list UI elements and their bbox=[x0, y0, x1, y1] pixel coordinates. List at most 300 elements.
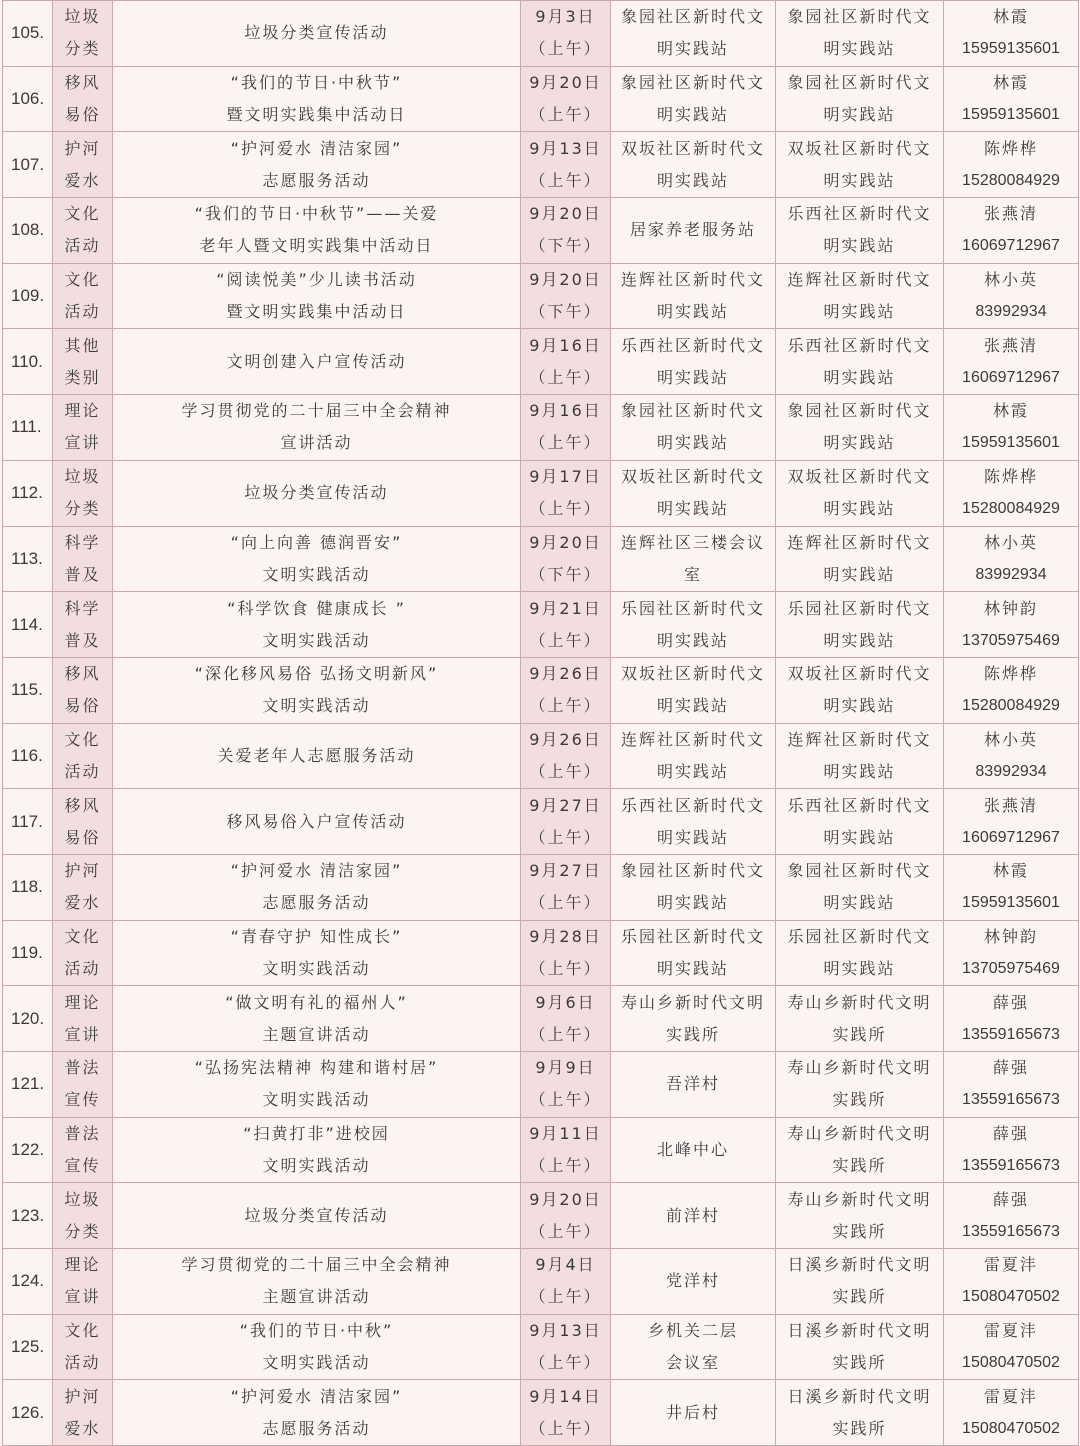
venue-line: 明实践站 bbox=[656, 39, 729, 59]
category-line: 活动 bbox=[64, 1353, 101, 1373]
activity-name-line: “护河爱水 清洁家园” bbox=[230, 1386, 403, 1406]
venue-line: 乡机关二层 bbox=[647, 1321, 738, 1341]
organizer-cell bbox=[776, 198, 944, 264]
activity-name-line: “向上向善 德润晋安” bbox=[230, 532, 403, 552]
row-number: 126. bbox=[3, 1380, 53, 1446]
row-number: 123. bbox=[3, 1183, 53, 1249]
venue-line: 党洋村 bbox=[665, 1271, 720, 1291]
activity-date-line: 9月28日 bbox=[529, 926, 602, 946]
activity-date-cell bbox=[521, 329, 611, 395]
venue-line: 象园社区新时代文 bbox=[620, 401, 765, 421]
category-line: 普及 bbox=[64, 630, 101, 650]
organizer-line: 明实践站 bbox=[823, 39, 896, 59]
activity-date-cell bbox=[521, 66, 611, 132]
activity-name-cell bbox=[113, 1249, 521, 1315]
category-cell bbox=[53, 526, 113, 592]
activity-name-line: 老年人暨文明实践集中活动日 bbox=[199, 236, 434, 256]
activity-name-cell bbox=[113, 657, 521, 723]
organizer-line: 明实践站 bbox=[823, 499, 896, 519]
activity-name-line: 文明实践活动 bbox=[262, 1353, 371, 1373]
category-line: 普及 bbox=[64, 564, 101, 584]
venue-cell bbox=[611, 1, 776, 67]
venue-cell bbox=[611, 1249, 776, 1315]
category-line: 移风 bbox=[64, 664, 101, 684]
organizer-line: 乐西社区新时代文 bbox=[787, 795, 932, 815]
category-cell bbox=[53, 592, 113, 658]
activity-name-line: 学习贯彻党的二十届三中全会精神 bbox=[181, 401, 452, 421]
venue-cell bbox=[611, 329, 776, 395]
organizer-line: 明实践站 bbox=[823, 564, 896, 584]
venue-cell bbox=[611, 1380, 776, 1446]
activity-date-line: （上午） bbox=[529, 958, 602, 978]
contact-name: 林霞 bbox=[992, 401, 1029, 421]
category-line: 活动 bbox=[64, 761, 101, 781]
row-number: 114. bbox=[3, 592, 53, 658]
venue-line: 会议室 bbox=[665, 1353, 720, 1373]
category-cell bbox=[53, 723, 113, 789]
contact-phone: 16069712967 bbox=[962, 828, 1060, 846]
activity-name-line: 主题宣讲活动 bbox=[262, 1024, 371, 1044]
contact-phone: 13559165673 bbox=[962, 1091, 1060, 1109]
organizer-cell bbox=[776, 1183, 944, 1249]
contact-name: 林钟韵 bbox=[983, 926, 1038, 946]
activity-date-cell bbox=[521, 1, 611, 67]
activity-date-line: 9月27日 bbox=[529, 795, 602, 815]
contact-name: 雷夏沣 bbox=[983, 1321, 1038, 1341]
activity-date-line: （上午） bbox=[529, 1024, 602, 1044]
contact-name: 林小英 bbox=[983, 270, 1038, 290]
organizer-line: 双坂社区新时代文 bbox=[787, 664, 932, 684]
organizer-line: 日溪乡新时代文明 bbox=[787, 1255, 932, 1275]
contact-cell bbox=[944, 198, 1079, 264]
venue-cell bbox=[611, 657, 776, 723]
row-number: 107. bbox=[3, 132, 53, 198]
organizer-line: 明实践站 bbox=[823, 761, 896, 781]
organizer-line: 实践所 bbox=[832, 1221, 887, 1241]
activity-date-line: 9月3日 bbox=[535, 7, 596, 27]
category-line: 分类 bbox=[64, 499, 101, 519]
activity-name-line: 志愿服务活动 bbox=[262, 1418, 371, 1438]
activity-date-cell bbox=[521, 657, 611, 723]
activity-name-cell bbox=[113, 986, 521, 1052]
activity-name-line: 文明实践活动 bbox=[262, 1156, 371, 1176]
activity-date-line: 9月11日 bbox=[529, 1124, 602, 1144]
contact-phone: 15080470502 bbox=[962, 1288, 1060, 1306]
activity-date-cell bbox=[521, 1380, 611, 1446]
activity-name-cell bbox=[113, 263, 521, 329]
category-line: 易俗 bbox=[64, 827, 101, 847]
contact-cell bbox=[944, 395, 1079, 461]
activity-date-line: （上午） bbox=[529, 1156, 602, 1176]
row-number: 105. bbox=[3, 1, 53, 67]
category-cell bbox=[53, 329, 113, 395]
table-row bbox=[3, 198, 1079, 264]
activity-date-line: （上午） bbox=[529, 893, 602, 913]
contact-name: 林霞 bbox=[992, 73, 1029, 93]
activity-date-cell bbox=[521, 920, 611, 986]
organizer-cell bbox=[776, 526, 944, 592]
category-line: 文化 bbox=[64, 729, 101, 749]
activity-date-line: （上午） bbox=[529, 1221, 602, 1241]
category-line: 护河 bbox=[64, 861, 101, 881]
activity-name-line: 文明创建入户宣传活动 bbox=[226, 351, 407, 371]
table-row bbox=[3, 132, 1079, 198]
organizer-line: 明实践站 bbox=[823, 958, 896, 978]
contact-phone: 13559165673 bbox=[962, 1157, 1060, 1175]
venue-line: 明实践站 bbox=[656, 499, 729, 519]
contact-phone: 16069712967 bbox=[962, 368, 1060, 386]
category-line: 文化 bbox=[64, 270, 101, 290]
organizer-line: 寿山乡新时代文明 bbox=[787, 1124, 932, 1144]
category-cell bbox=[53, 789, 113, 855]
activity-name-line: “我们的节日·中秋节” bbox=[230, 73, 403, 93]
category-line: 活动 bbox=[64, 302, 101, 322]
activity-name-line: 志愿服务活动 bbox=[262, 893, 371, 913]
activity-date-line: （上午） bbox=[529, 1287, 602, 1307]
organizer-cell bbox=[776, 395, 944, 461]
category-line: 移风 bbox=[64, 795, 101, 815]
contact-name: 陈烨桦 bbox=[983, 138, 1038, 158]
category-line: 活动 bbox=[64, 236, 101, 256]
contact-cell bbox=[944, 1, 1079, 67]
contact-cell bbox=[944, 854, 1079, 920]
activity-name-cell bbox=[113, 395, 521, 461]
activity-name-line: “扫黄打非”进校园 bbox=[243, 1124, 390, 1144]
activity-name-cell bbox=[113, 1314, 521, 1380]
row-number: 106. bbox=[3, 66, 53, 132]
organizer-line: 连辉社区新时代文 bbox=[787, 729, 932, 749]
venue-cell bbox=[611, 460, 776, 526]
activity-date-line: 9月21日 bbox=[529, 598, 602, 618]
category-line: 普法 bbox=[64, 1058, 101, 1078]
venue-line: 乐园社区新时代文 bbox=[620, 598, 765, 618]
category-cell bbox=[53, 1052, 113, 1118]
category-line: 宣讲 bbox=[64, 1024, 101, 1044]
row-number: 124. bbox=[3, 1249, 53, 1315]
category-line: 爱水 bbox=[64, 170, 101, 190]
venue-cell bbox=[611, 789, 776, 855]
activity-date-line: 9月14日 bbox=[529, 1386, 602, 1406]
category-line: 分类 bbox=[64, 39, 101, 59]
activity-name-cell bbox=[113, 1052, 521, 1118]
category-cell bbox=[53, 132, 113, 198]
activity-name-cell bbox=[113, 789, 521, 855]
table-row bbox=[3, 1, 1079, 67]
organizer-cell bbox=[776, 986, 944, 1052]
category-line: 宣传 bbox=[64, 1156, 101, 1176]
activity-date-cell bbox=[521, 789, 611, 855]
activity-date-cell bbox=[521, 460, 611, 526]
activity-name-line: 文明实践活动 bbox=[262, 1090, 371, 1110]
category-line: 科学 bbox=[64, 532, 101, 552]
venue-line: 连辉社区三楼会议 bbox=[620, 532, 765, 552]
venue-line: 明实践站 bbox=[656, 302, 729, 322]
activity-date-cell bbox=[521, 395, 611, 461]
activity-date-line: 9月26日 bbox=[529, 729, 602, 749]
activity-date-cell bbox=[521, 263, 611, 329]
table-row bbox=[3, 66, 1079, 132]
activity-name-line: 文明实践活动 bbox=[262, 564, 371, 584]
venue-line: 象园社区新时代文 bbox=[620, 861, 765, 881]
venue-line: 双坂社区新时代文 bbox=[620, 467, 765, 487]
contact-name: 林霞 bbox=[992, 861, 1029, 881]
activity-name-line: “做文明有礼的福州人” bbox=[225, 992, 408, 1012]
venue-cell bbox=[611, 395, 776, 461]
organizer-line: 实践所 bbox=[832, 1156, 887, 1176]
contact-cell bbox=[944, 1380, 1079, 1446]
venue-line: 明实践站 bbox=[656, 958, 729, 978]
organizer-line: 寿山乡新时代文明 bbox=[787, 992, 932, 1012]
activity-date-cell bbox=[521, 1117, 611, 1183]
table-row bbox=[3, 395, 1079, 461]
activity-date-line: 9月6日 bbox=[535, 992, 596, 1012]
table-row bbox=[3, 1314, 1079, 1380]
category-line: 宣讲 bbox=[64, 433, 101, 453]
activity-date-line: （上午） bbox=[529, 1090, 602, 1110]
venue-line: 象园社区新时代文 bbox=[620, 73, 765, 93]
activity-name-line: 学习贯彻党的二十届三中全会精神 bbox=[181, 1255, 452, 1275]
activity-name-line: “护河爱水 清洁家园” bbox=[230, 138, 403, 158]
venue-line: 室 bbox=[683, 564, 702, 584]
contact-cell bbox=[944, 329, 1079, 395]
activity-name-line: “护河爱水 清洁家园” bbox=[230, 861, 403, 881]
activity-date-cell bbox=[521, 1183, 611, 1249]
venue-line: 明实践站 bbox=[656, 827, 729, 847]
category-cell bbox=[53, 1380, 113, 1446]
contact-name: 雷夏沣 bbox=[983, 1386, 1038, 1406]
category-line: 移风 bbox=[64, 73, 101, 93]
activity-date-line: 9月20日 bbox=[529, 270, 602, 290]
activity-date-line: 9月20日 bbox=[529, 1189, 602, 1209]
organizer-cell bbox=[776, 263, 944, 329]
table-row bbox=[3, 1380, 1079, 1446]
activity-date-line: 9月16日 bbox=[529, 401, 602, 421]
activity-date-cell bbox=[521, 723, 611, 789]
category-line: 科学 bbox=[64, 598, 101, 618]
venue-cell bbox=[611, 723, 776, 789]
table-row bbox=[3, 854, 1079, 920]
venue-line: 连辉社区新时代文 bbox=[620, 729, 765, 749]
contact-cell bbox=[944, 1314, 1079, 1380]
organizer-cell bbox=[776, 460, 944, 526]
category-line: 垃圾 bbox=[64, 7, 101, 27]
activity-name-line: “深化移风易俗 弘扬文明新风” bbox=[194, 664, 439, 684]
organizer-line: 乐园社区新时代文 bbox=[787, 598, 932, 618]
activity-date-line: （上午） bbox=[529, 1418, 602, 1438]
activity-date-line: （上午） bbox=[529, 433, 602, 453]
contact-cell bbox=[944, 526, 1079, 592]
category-line: 护河 bbox=[64, 138, 101, 158]
activity-date-line: 9月27日 bbox=[529, 861, 602, 881]
contact-cell bbox=[944, 1183, 1079, 1249]
category-line: 理论 bbox=[64, 1255, 101, 1275]
category-line: 宣讲 bbox=[64, 1287, 101, 1307]
activity-date-line: 9月20日 bbox=[529, 532, 602, 552]
organizer-line: 实践所 bbox=[832, 1090, 887, 1110]
venue-line: 实践所 bbox=[665, 1024, 720, 1044]
venue-cell bbox=[611, 198, 776, 264]
activity-date-line: （上午） bbox=[529, 39, 602, 59]
activity-date-line: （上午） bbox=[529, 105, 602, 125]
contact-name: 张燕清 bbox=[983, 335, 1038, 355]
activity-name-cell bbox=[113, 329, 521, 395]
row-number: 125. bbox=[3, 1314, 53, 1380]
contact-name: 林霞 bbox=[992, 7, 1029, 27]
contact-cell bbox=[944, 1052, 1079, 1118]
contact-cell bbox=[944, 460, 1079, 526]
row-number: 116. bbox=[3, 723, 53, 789]
activity-date-line: （上午） bbox=[529, 761, 602, 781]
category-line: 垃圾 bbox=[64, 1189, 101, 1209]
organizer-cell bbox=[776, 1117, 944, 1183]
activity-name-cell bbox=[113, 592, 521, 658]
contact-name: 林小英 bbox=[983, 729, 1038, 749]
organizer-line: 象园社区新时代文 bbox=[787, 861, 932, 881]
organizer-line: 双坂社区新时代文 bbox=[787, 467, 932, 487]
activity-date-line: （上午） bbox=[529, 170, 602, 190]
activity-date-line: （下午） bbox=[529, 564, 602, 584]
contact-phone: 15959135601 bbox=[962, 894, 1060, 912]
activity-date-cell bbox=[521, 1249, 611, 1315]
contact-phone: 83992934 bbox=[975, 762, 1047, 780]
activity-name-cell bbox=[113, 198, 521, 264]
category-line: 易俗 bbox=[64, 105, 101, 125]
activity-name-line: 文明实践活动 bbox=[262, 696, 371, 716]
activity-name-cell bbox=[113, 1117, 521, 1183]
table-row bbox=[3, 526, 1079, 592]
organizer-line: 双坂社区新时代文 bbox=[787, 138, 932, 158]
row-number: 113. bbox=[3, 526, 53, 592]
contact-name: 薛强 bbox=[992, 1124, 1029, 1144]
contact-phone: 13705975469 bbox=[962, 959, 1060, 977]
venue-line: 双坂社区新时代文 bbox=[620, 664, 765, 684]
venue-cell bbox=[611, 592, 776, 658]
table-row bbox=[3, 1249, 1079, 1315]
venue-line: 井后村 bbox=[665, 1402, 720, 1422]
organizer-line: 乐园社区新时代文 bbox=[787, 926, 932, 946]
contact-phone: 13559165673 bbox=[962, 1222, 1060, 1240]
organizer-line: 象园社区新时代文 bbox=[787, 7, 932, 27]
organizer-line: 明实践站 bbox=[823, 630, 896, 650]
organizer-line: 连辉社区新时代文 bbox=[787, 270, 932, 290]
contact-cell bbox=[944, 723, 1079, 789]
category-line: 文化 bbox=[64, 1321, 101, 1341]
contact-phone: 15080470502 bbox=[962, 1419, 1060, 1437]
activity-date-line: 9月4日 bbox=[535, 1255, 596, 1275]
venue-cell bbox=[611, 1052, 776, 1118]
activity-name-line: 文明实践活动 bbox=[262, 958, 371, 978]
category-line: 分类 bbox=[64, 1221, 101, 1241]
organizer-line: 实践所 bbox=[832, 1418, 887, 1438]
activity-date-cell bbox=[521, 592, 611, 658]
venue-cell bbox=[611, 1183, 776, 1249]
category-line: 文化 bbox=[64, 204, 101, 224]
venue-cell bbox=[611, 132, 776, 198]
organizer-cell bbox=[776, 789, 944, 855]
venue-line: 明实践站 bbox=[656, 893, 729, 913]
category-line: 理论 bbox=[64, 992, 101, 1012]
organizer-line: 明实践站 bbox=[823, 367, 896, 387]
table-row bbox=[3, 789, 1079, 855]
activity-name-cell bbox=[113, 1380, 521, 1446]
venue-line: 明实践站 bbox=[656, 367, 729, 387]
contact-name: 林小英 bbox=[983, 532, 1038, 552]
category-line: 其他 bbox=[64, 335, 101, 355]
organizer-line: 明实践站 bbox=[823, 433, 896, 453]
contact-cell bbox=[944, 1249, 1079, 1315]
contact-cell bbox=[944, 592, 1079, 658]
organizer-line: 明实践站 bbox=[823, 105, 896, 125]
row-number: 111. bbox=[3, 395, 53, 461]
activity-name-line: “阅读悦美”少儿读书活动 bbox=[216, 270, 417, 290]
organizer-cell bbox=[776, 1, 944, 67]
table-row bbox=[3, 1183, 1079, 1249]
venue-line: 明实践站 bbox=[656, 630, 729, 650]
organizer-line: 寿山乡新时代文明 bbox=[787, 1189, 932, 1209]
activity-date-line: 9月17日 bbox=[529, 467, 602, 487]
category-line: 垃圾 bbox=[64, 467, 101, 487]
activity-name-cell bbox=[113, 920, 521, 986]
contact-name: 雷夏沣 bbox=[983, 1255, 1038, 1275]
activity-name-line: 垃圾分类宣传活动 bbox=[244, 23, 389, 43]
venue-line: 前洋村 bbox=[665, 1205, 720, 1225]
category-cell bbox=[53, 1249, 113, 1315]
organizer-line: 象园社区新时代文 bbox=[787, 401, 932, 421]
category-cell bbox=[53, 1183, 113, 1249]
activity-name-line: 志愿服务活动 bbox=[262, 170, 371, 190]
contact-cell bbox=[944, 986, 1079, 1052]
activity-date-cell bbox=[521, 198, 611, 264]
category-line: 爱水 bbox=[64, 1418, 101, 1438]
category-line: 普法 bbox=[64, 1124, 101, 1144]
organizer-cell bbox=[776, 1249, 944, 1315]
category-cell bbox=[53, 1, 113, 67]
row-number: 122. bbox=[3, 1117, 53, 1183]
activity-date-cell bbox=[521, 1052, 611, 1118]
venue-line: 乐园社区新时代文 bbox=[620, 926, 765, 946]
category-cell bbox=[53, 657, 113, 723]
row-number: 118. bbox=[3, 854, 53, 920]
category-cell bbox=[53, 1117, 113, 1183]
organizer-line: 连辉社区新时代文 bbox=[787, 532, 932, 552]
organizer-cell bbox=[776, 854, 944, 920]
activity-name-line: 垃圾分类宣传活动 bbox=[244, 483, 389, 503]
organizer-cell bbox=[776, 132, 944, 198]
activity-name-cell bbox=[113, 1183, 521, 1249]
contact-name: 陈烨桦 bbox=[983, 664, 1038, 684]
organizer-line: 明实践站 bbox=[823, 302, 896, 322]
activity-date-line: 9月13日 bbox=[529, 1321, 602, 1341]
activity-date-line: （下午） bbox=[529, 302, 602, 322]
contact-name: 薛强 bbox=[992, 1058, 1029, 1078]
activity-name-line: 移风易俗入户宣传活动 bbox=[226, 811, 407, 831]
activity-name-cell bbox=[113, 723, 521, 789]
venue-cell bbox=[611, 263, 776, 329]
activity-date-line: （上午） bbox=[529, 696, 602, 716]
activity-name-cell bbox=[113, 132, 521, 198]
row-number: 117. bbox=[3, 789, 53, 855]
category-cell bbox=[53, 198, 113, 264]
venue-line: 明实践站 bbox=[656, 170, 729, 190]
activity-name-line: “青春守护 知性成长” bbox=[230, 926, 403, 946]
contact-cell bbox=[944, 920, 1079, 986]
venue-line: 乐西社区新时代文 bbox=[620, 335, 765, 355]
activity-date-line: （上午） bbox=[529, 499, 602, 519]
category-line: 爱水 bbox=[64, 893, 101, 913]
activity-name-cell bbox=[113, 1, 521, 67]
organizer-line: 日溪乡新时代文明 bbox=[787, 1386, 932, 1406]
organizer-line: 日溪乡新时代文明 bbox=[787, 1321, 932, 1341]
